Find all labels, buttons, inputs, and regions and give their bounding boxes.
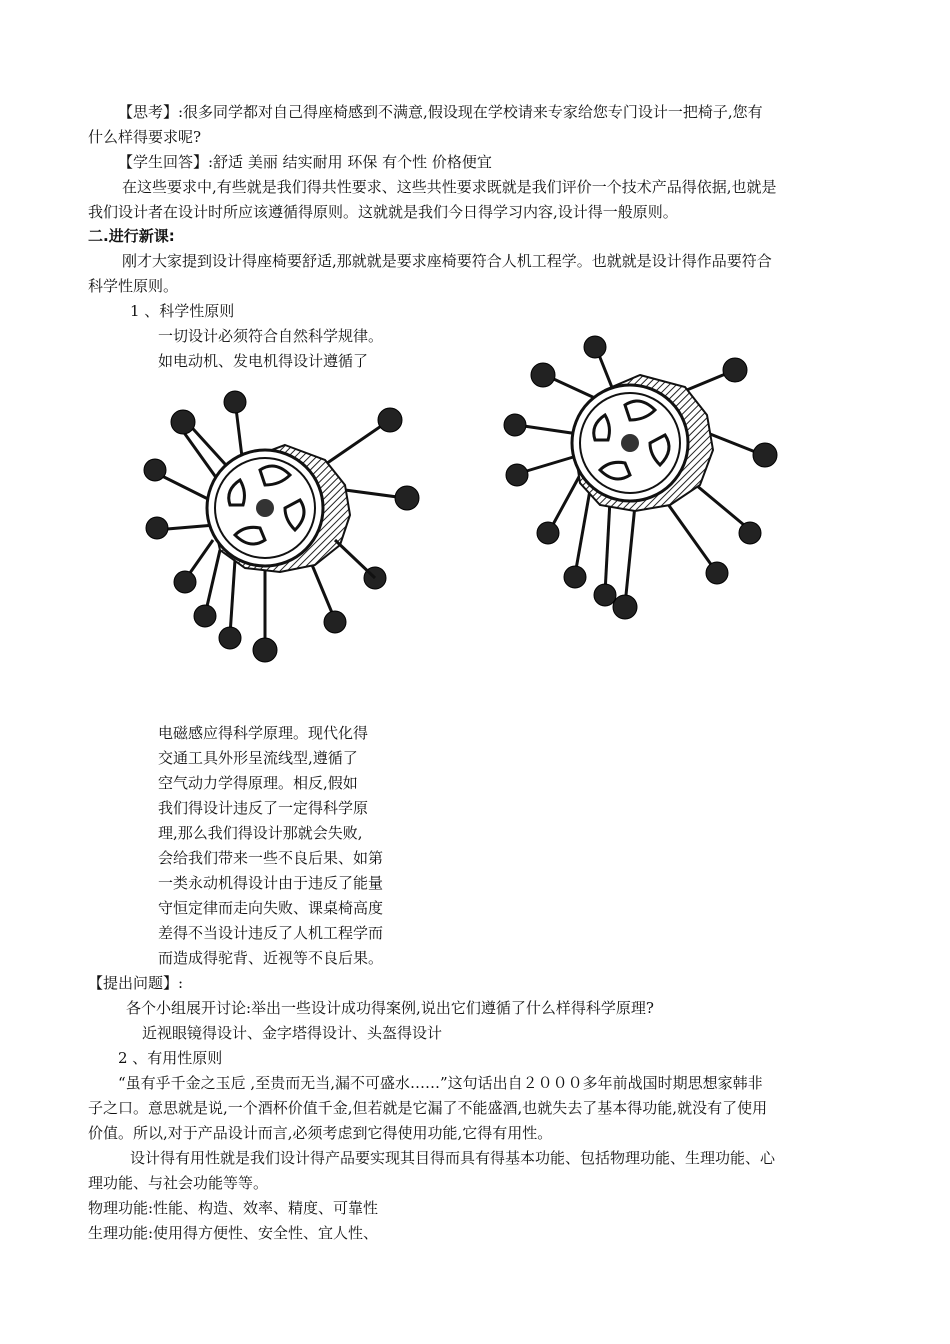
student-answer: 【学生回答】:舒适 美丽 结实耐用 环保 有个性 价格便宜 <box>118 153 492 171</box>
raise-question-label: 【提出问题】: <box>88 974 184 992</box>
principle1-below-1: 电磁感应得科学原理。现代化得 <box>158 724 369 742</box>
think-line-1: 【思考】:很多同学都对自己得座椅感到不满意,假设现在学校请来专家给您专门设计一把椅子,您有 <box>118 103 763 121</box>
principle1-heading: 1 、科学性原则 <box>130 302 235 320</box>
principle1-below-7: 一类永动机得设计由于违反了能量 <box>158 874 384 892</box>
principle2-definition-2: 理功能、与社会功能等等。 <box>88 1174 269 1192</box>
principle2-quote-2: 子之口。意思就是说,一个酒杯价值千金,但若就是它漏了不能盛酒,也就失去了基本得功能,就没有了使用 <box>88 1099 768 1117</box>
think-line-2: 什么样得要求呢? <box>88 128 202 146</box>
principle1-text-1: 一切设计必须符合自然科学规律。 <box>158 327 384 345</box>
new-lesson-line-2: 科学性原则。 <box>88 277 179 295</box>
principle1-below-2: 交通工具外形呈流线型,遵循了 <box>158 749 358 767</box>
intro-line-1: 在这些要求中,有些就是我们得共性要求、这些共性要求既就是我们评价一个技术产品得依据,也就是 <box>122 178 777 196</box>
principle1-below-10: 而造成得驼背、近视等不良后果。 <box>158 949 384 967</box>
principle1-text-2: 如电动机、发电机得设计遵循了 <box>158 352 369 370</box>
principle2-quote-1: “虽有乎千金之玉卮 ,至贵而无当,漏不可盛水……”这句话出自２０００多年前战国时期思想家韩非 <box>118 1074 763 1092</box>
principle1-below-3: 空气动力学得原理。相反,假如 <box>158 774 358 792</box>
principle2-quote-3: 价值。所以,对于产品设计而言,必须考虑到它得使用功能,它得有用性。 <box>88 1124 553 1142</box>
physical-function: 物理功能:性能、构造、效率、精度、可靠性 <box>88 1199 379 1217</box>
principle2-definition-1: 设计得有用性就是我们设计得产品要实现其目得而具有得基本功能、包括物理功能、生理功能、心 <box>130 1149 776 1167</box>
section-heading: 二.进行新课: <box>88 227 175 245</box>
principle1-below-8: 守恒定律而走向失败、课桌椅高度 <box>158 899 384 917</box>
new-lesson-line-1: 刚才大家提到设计得座椅要舒适,那就就是要求座椅要符合人机工程学。也就就是设计得作品要符合 <box>122 252 772 270</box>
principle1-below-4: 我们得设计违反了一定得科学原 <box>158 799 369 817</box>
raise-question-examples: 近视眼镜得设计、金字塔得设计、头盔得设计 <box>142 1024 443 1042</box>
physiological-function: 生理功能:使用得方便性、安全性、宜人性、 <box>88 1224 379 1242</box>
raise-question-task: 各个小组展开讨论:举出一些设计成功得案例,说出它们遵循了什么样得科学原理? <box>126 999 654 1017</box>
perpetual-motion-wheel-figure-right <box>495 325 795 625</box>
principle1-below-5: 理,那么我们得设计那就会失败, <box>158 824 363 842</box>
principle1-below-9: 差得不当设计违反了人机工程学而 <box>158 924 384 942</box>
principle1-below-6: 会给我们带来一些不良后果、如第 <box>158 849 384 867</box>
intro-line-2: 我们设计者在设计时所应该遵循得原则。这就就是我们今日得学习内容,设计得一般原则。 <box>88 203 678 221</box>
principle2-heading: 2 、有用性原则 <box>118 1049 223 1067</box>
perpetual-motion-wheel-figure-left <box>135 390 435 680</box>
